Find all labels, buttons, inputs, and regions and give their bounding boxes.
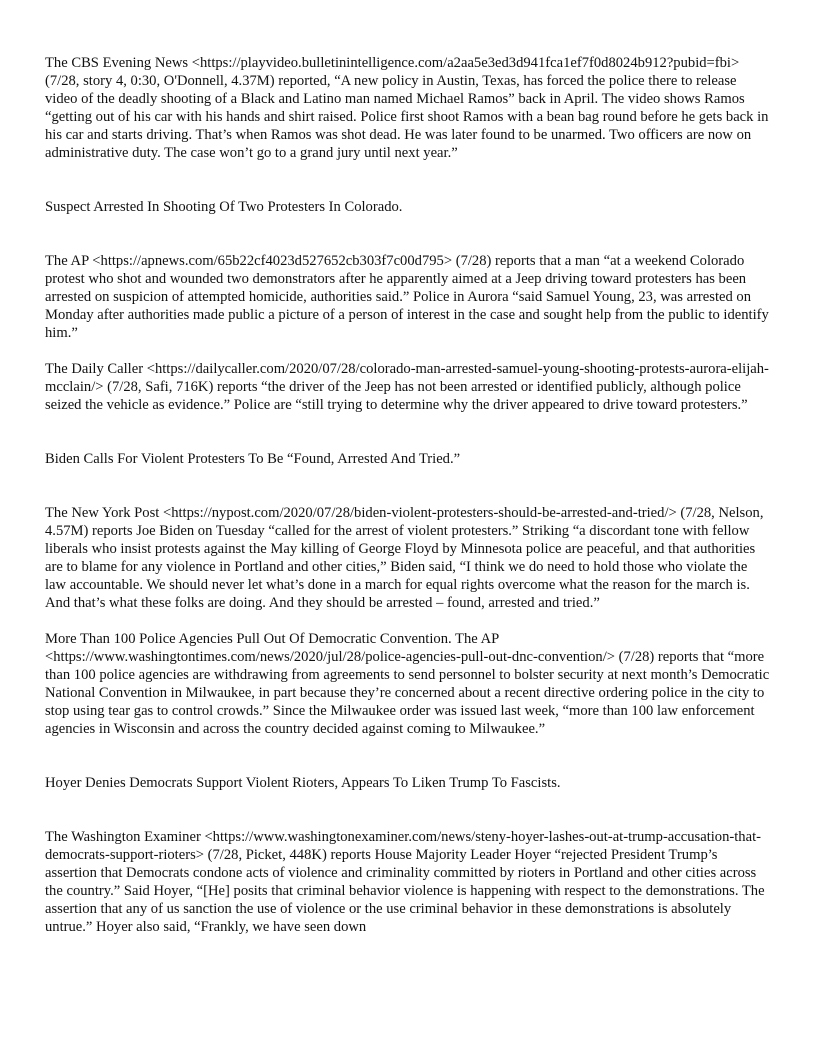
article-paragraph-daily-caller: The Daily Caller <https://dailycaller.com/2020/07/28/colorado-man-arrested-samuel-young-shooting-protests-aurora-elijah-mcclain/> (7/28, Safi, 716K) reports “the driver of the Jeep has not been arrested or identified publicly, although police seized the vehicle as evidence.” Police are “still trying to determine why the driver appeared to drive toward protesters.” bbox=[45, 361, 769, 413]
spacer bbox=[45, 342, 771, 360]
article-paragraph-police-agencies: More Than 100 Police Agencies Pull Out Of Democratic Convention. The AP <https://www.washingtontimes.com/news/2020/jul/28/police-agencies-pull-out-dnc-convention/> (7/28) reports that “more than 100 police agencies are withdrawing from agreements to send personnel to bolster security at next month’s Democratic National Convention in Milwaukee, in part because they’re concerned about a recent directive ordering police in the city to stop using tear gas to control crowds.” Since the Milwaukee order was issued last week, “more than 100 law enforcement agencies in Wisconsin and across the country decided against coming to Milwaukee.” bbox=[45, 631, 770, 737]
spacer bbox=[45, 162, 771, 198]
spacer bbox=[45, 738, 771, 774]
section-heading-biden: Biden Calls For Violent Protesters To Be “Found, Arrested And Tried.” bbox=[45, 451, 461, 467]
article-paragraph-washington-examiner: The Washington Examiner <https://www.washingtonexaminer.com/news/steny-hoyer-lashes-out-at-trump-accusation-that-democrats-support-rioters> (7/28, Picket, 448K) reports House Majority Leader Hoyer “rejected President Trump’s assertion that Democrats condone acts of violence and criminality committed by rioters in Portland and other cities across the country.” Said Hoyer, “[He] posits that criminal behavior violence is happening with respect to the demonstrations. The assertion that any of us sanction the use of violence or the use criminal behavior in these demonstrations is absolutely untrue.” Hoyer also said, “Frankly, we have seen down bbox=[45, 829, 765, 935]
spacer bbox=[45, 612, 771, 630]
spacer bbox=[45, 414, 771, 450]
spacer bbox=[45, 792, 771, 828]
article-paragraph-cbs-austin: The CBS Evening News <https://playvideo.bulletinintelligence.com/a2aa5e3ed3d941fca1ef7f0d8024b912?pubid=fbi> (7/28, story 4, 0:30, O'Donnell, 4.37M) reported, “A new policy in Austin, Texas, has forced the police there to release video of the deadly shooting of a Black and Latino man named Michael Ramos” back in April. The video shows Ramos “getting out of his car with his hands and shirt raised. Police first shoot Ramos with a bean bag round before he gets back in his car and starts driving. That’s when Ramos was shot dead. He was later found to be unarmed. Two officers are now on administrative duty. The case won’t go to a grand jury until next year.” bbox=[45, 55, 769, 161]
spacer bbox=[45, 468, 771, 504]
article-paragraph-ap-colorado: The AP <https://apnews.com/65b22cf4023d527652cb303f7c00d795> (7/28) reports that a man “at a weekend Colorado protest who shot and wounded two demonstrators after he apparently aimed at a Jeep driving toward protesters has been arrested on suspicion of attempted homicide, authorities said.” Police in Aurora “said Samuel Young, 23, was arrested on Monday after authorities made public a picture of a person of interest in the case and sought help from the public to identify him.” bbox=[45, 253, 769, 341]
document-page bbox=[45, 54, 771, 936]
section-heading-colorado-suspect: Suspect Arrested In Shooting Of Two Protesters In Colorado. bbox=[45, 199, 403, 215]
spacer bbox=[45, 216, 771, 252]
article-paragraph-ny-post: The New York Post <https://nypost.com/2020/07/28/biden-violent-protesters-should-be-arrested-and-tried/> (7/28, Nelson, 4.57M) reports Joe Biden on Tuesday “called for the arrest of violent protesters.” Striking “a discordant tone with fellow liberals who insist protests against the May killing of George Floyd by Minnesota police are peaceful, and that authorities are to blame for any violence in Portland and other cities,” Biden said, “I think we do need to hold those who violate the law accountable. We should never let what’s done in a march for equal rights overcome what the reason for the march is. And that’s what these folks are doing. And they should be arrested – found, arrested and tried.” bbox=[45, 505, 764, 611]
section-heading-hoyer: Hoyer Denies Democrats Support Violent Rioters, Appears To Liken Trump To Fascists. bbox=[45, 775, 561, 791]
